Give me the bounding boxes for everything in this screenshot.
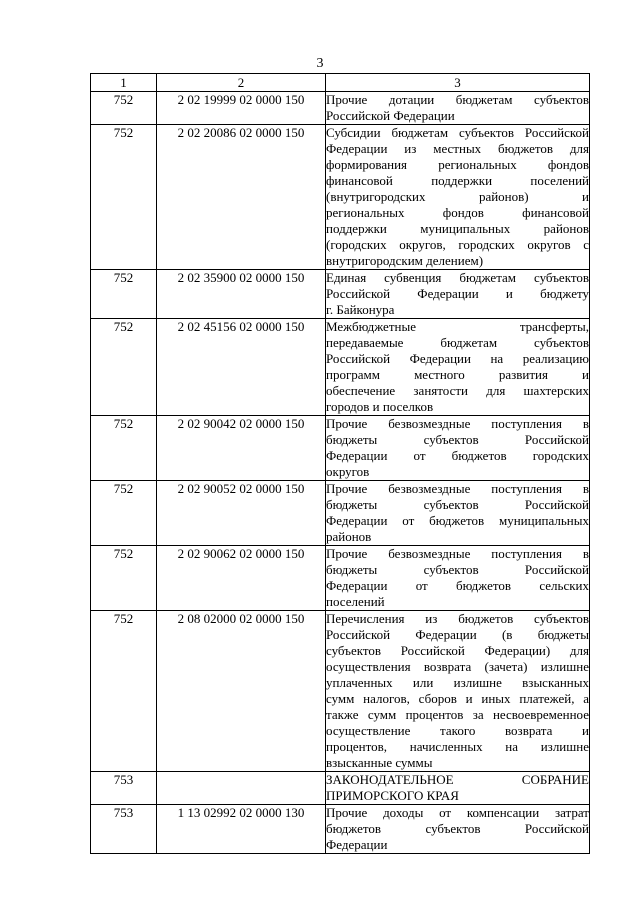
- revenue-name-cell: [326, 416, 590, 481]
- revenue-name-line: районов: [326, 529, 372, 544]
- header-col-2: 2: [157, 74, 326, 92]
- revenue-name-line: (городских округов, городских округов с: [326, 237, 589, 252]
- revenue-name-line: поддержки муниципальных районов: [326, 221, 589, 236]
- revenue-name-line: формирования региональных фондов: [326, 157, 589, 172]
- revenue-name-line: ПРИМОРСКОГО КРАЯ: [326, 788, 459, 803]
- revenue-name-line: Российской Федерации: [326, 108, 455, 123]
- revenue-name-line: Федерации: [326, 837, 388, 852]
- table-row: [91, 416, 590, 481]
- table-row: [91, 805, 590, 854]
- revenue-name-cell: [326, 772, 590, 805]
- revenue-name-line: Единая субвенция бюджетам субъектов: [326, 270, 589, 285]
- admin-code-cell: 752: [91, 125, 157, 270]
- admin-code-cell: 752: [91, 546, 157, 611]
- revenue-name-line: Федерации из местных бюджетов для: [326, 141, 589, 156]
- revenue-name-cell: [326, 611, 590, 772]
- revenue-name-line: Российской Федерации и бюджету: [326, 286, 589, 301]
- revenue-name-line: (внутригородских районов) и: [326, 189, 589, 204]
- revenue-name-cell: [326, 319, 590, 416]
- revenue-code-cell: 2 02 90062 02 0000 150: [157, 546, 326, 611]
- admin-code-cell: 752: [91, 319, 157, 416]
- header-col-3: 3: [326, 74, 590, 92]
- revenue-name-line: округов: [326, 464, 370, 479]
- revenue-name-line: уплаченных или излишне взысканных: [326, 675, 589, 690]
- table-row: [91, 319, 590, 416]
- admin-code-cell: 753: [91, 805, 157, 854]
- revenue-code-cell: 2 02 90052 02 0000 150: [157, 481, 326, 546]
- revenue-name-line: Межбюджетные трансферты,: [326, 319, 589, 334]
- revenue-code-cell: [157, 772, 326, 805]
- revenue-name-line: обеспечение занятости для шахтерских: [326, 383, 589, 398]
- admin-code-cell: 752: [91, 270, 157, 319]
- revenue-name-cell: [326, 125, 590, 270]
- header-row: [91, 74, 590, 92]
- revenue-name-line: сумм налогов, сборов и иных платежей, а: [326, 691, 589, 706]
- revenue-name-line: поселений: [326, 594, 385, 609]
- revenue-name-line: Федерации от бюджетов городских: [326, 448, 589, 463]
- revenue-name-line: процентов, начисленных на излишне: [326, 739, 589, 754]
- page-number: 3: [316, 56, 324, 71]
- budget-codes-table: [90, 73, 590, 854]
- revenue-name-cell: [326, 92, 590, 125]
- revenue-name-line: субъектов Российской Федерации) для: [326, 643, 589, 658]
- table-row: [91, 481, 590, 546]
- revenue-name-line: бюджетов субъектов Российской: [326, 821, 589, 836]
- revenue-name-line: также сумм процентов за несвоевременное: [326, 707, 589, 722]
- revenue-name-line: Прочие безвозмездные поступления в: [326, 546, 589, 561]
- revenue-name-line: передаваемые бюджетам субъектов: [326, 335, 589, 350]
- revenue-code-cell: 2 02 19999 02 0000 150: [157, 92, 326, 125]
- revenue-name-cell: [326, 270, 590, 319]
- table-row: [91, 92, 590, 125]
- revenue-code-cell: 1 13 02992 02 0000 130: [157, 805, 326, 854]
- revenue-name-line: Субсидии бюджетам субъектов Российской: [326, 125, 589, 140]
- revenue-name-line: осуществления возврата (зачета) излишне: [326, 659, 589, 674]
- revenue-code-cell: 2 02 90042 02 0000 150: [157, 416, 326, 481]
- table-body: [91, 92, 590, 854]
- revenue-name-line: г. Байконура: [326, 302, 395, 317]
- revenue-name-cell: [326, 546, 590, 611]
- revenue-name-line: Федерации от бюджетов сельских: [326, 578, 589, 593]
- revenue-name-line: Прочие безвозмездные поступления в: [326, 481, 589, 496]
- revenue-name-line: региональных фондов финансовой: [326, 205, 589, 220]
- revenue-name-line: взысканные суммы: [326, 755, 433, 770]
- revenue-name-line: Прочие безвозмездные поступления в: [326, 416, 589, 431]
- revenue-name-line: бюджеты субъектов Российской: [326, 432, 589, 447]
- revenue-name-line: Перечисления из бюджетов субъектов: [326, 611, 589, 626]
- table-row: [91, 611, 590, 772]
- admin-code-cell: 752: [91, 416, 157, 481]
- admin-code-cell: 752: [91, 611, 157, 772]
- table-row: [91, 270, 590, 319]
- revenue-name-line: финансовой поддержки поселений: [326, 173, 589, 188]
- revenue-name-line: бюджеты субъектов Российской: [326, 497, 589, 512]
- revenue-name-line: осуществление такого возврата и: [326, 723, 589, 738]
- revenue-name-line: Российской Федерации на реализацию: [326, 351, 589, 366]
- table-row: [91, 546, 590, 611]
- revenue-code-cell: 2 02 20086 02 0000 150: [157, 125, 326, 270]
- revenue-code-cell: 2 02 45156 02 0000 150: [157, 319, 326, 416]
- admin-code-cell: 752: [91, 92, 157, 125]
- revenue-name-line: внутригородским делением): [326, 253, 484, 268]
- revenue-name-line: Прочие доходы от компенсации затрат: [326, 805, 589, 820]
- header-col-1: 1: [91, 74, 157, 92]
- revenue-name-line: ЗАКОНОДАТЕЛЬНОЕ СОБРАНИЕ: [326, 772, 589, 787]
- admin-code-cell: 753: [91, 772, 157, 805]
- table-row: [91, 772, 590, 805]
- revenue-code-cell: 2 02 35900 02 0000 150: [157, 270, 326, 319]
- admin-code-cell: 752: [91, 481, 157, 546]
- revenue-name-line: Федерации от бюджетов муниципальных: [326, 513, 589, 528]
- table-header: [91, 74, 590, 92]
- revenue-name-line: бюджеты субъектов Российской: [326, 562, 589, 577]
- revenue-name-cell: [326, 805, 590, 854]
- revenue-code-cell: 2 08 02000 02 0000 150: [157, 611, 326, 772]
- revenue-name-line: программ местного развития и: [326, 367, 589, 382]
- revenue-name-cell: [326, 481, 590, 546]
- revenue-name-line: городов и поселков: [326, 399, 434, 414]
- table-row: [91, 125, 590, 270]
- revenue-name-line: Российской Федерации (в бюджеты: [326, 627, 589, 642]
- revenue-name-line: Прочие дотации бюджетам субъектов: [326, 92, 589, 107]
